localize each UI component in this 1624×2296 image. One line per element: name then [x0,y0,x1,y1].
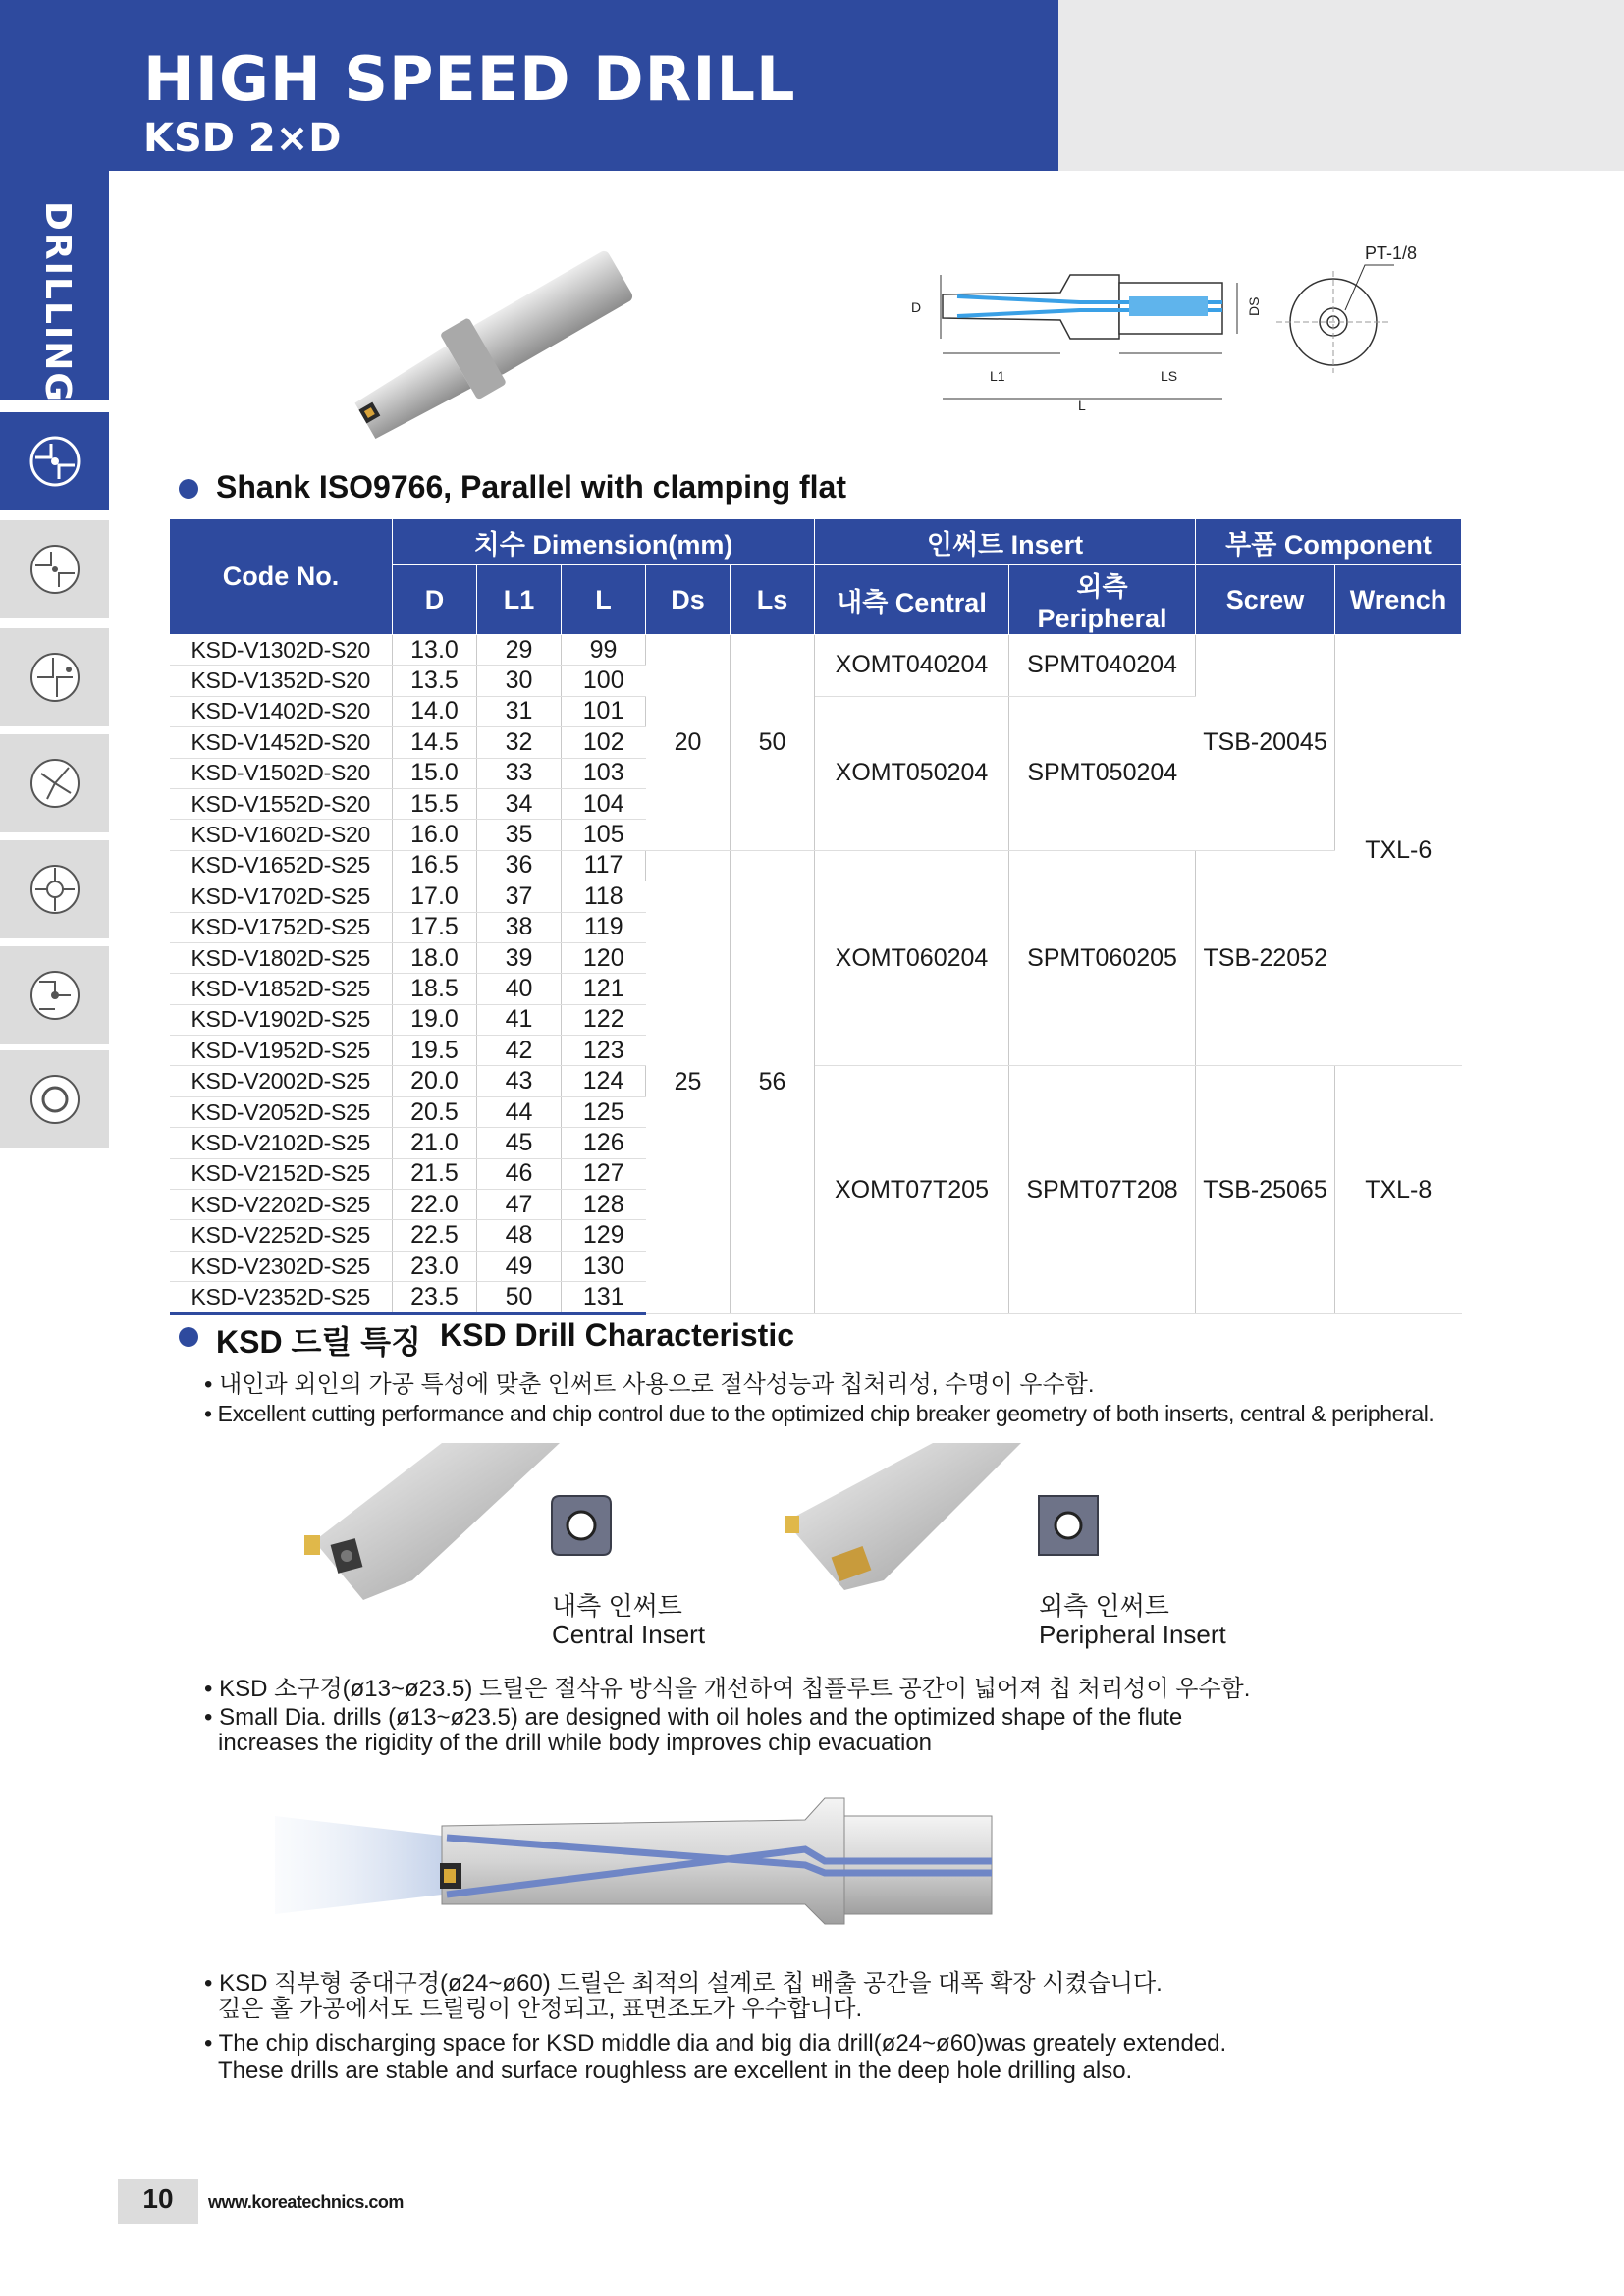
d-cell: 13.0 [393,635,477,666]
page-subtitle: KSD 2×D [143,116,342,161]
sidebar-tab-drill-7[interactable] [0,1050,109,1148]
d-cell: 23.0 [393,1251,477,1281]
code-cell: KSD-V1602D-S20 [170,820,393,850]
l-cell: 120 [562,942,646,973]
bullet3-kr-2: 깊은 홀 가공에서도 드릴링이 안정되고, 표면조도가 우수합니다. [218,1996,863,2022]
ls-cell: 56 [731,850,815,1313]
central-insert-cell: XOMT07T205 [815,1066,1009,1313]
header-peripheral: 외측 Peripheral [1009,565,1196,635]
diagram-label-thread: PT-1/8 [1365,243,1418,263]
code-cell: KSD-V1352D-S20 [170,666,393,696]
header-screw: Screw [1196,565,1335,635]
l1-cell: 40 [477,974,562,1004]
l1-cell: 38 [477,912,562,942]
l1-cell: 32 [477,727,562,758]
l-cell: 130 [562,1251,646,1281]
drill-end-icon [29,432,81,491]
bullet2-en-1: • Small Dia. drills (ø13~ø23.5) are designed with oil holes and the optimized shape of the flute [204,1704,1183,1731]
l1-cell: 48 [477,1220,562,1251]
code-cell: KSD-V2052D-S25 [170,1096,393,1127]
l-cell: 102 [562,727,646,758]
l-cell: 126 [562,1128,646,1158]
code-cell: KSD-V1802D-S25 [170,942,393,973]
code-cell: KSD-V1902D-S25 [170,1004,393,1035]
section-bullet [179,479,198,499]
l-cell: 123 [562,1036,646,1066]
ls-cell: 50 [731,635,815,851]
wrench-cell: TXL-8 [1335,1066,1462,1313]
l-cell: 99 [562,635,646,666]
header-central: 내측 Central [815,565,1009,635]
drill-end-icon [29,648,81,707]
bullet3-kr-1: • KSD 직부형 중대구경(ø24~ø60) 드릴은 최적의 설계로 칩 배출 공간을 대폭 확장 시켰습니다. [204,1970,1163,1997]
diagram-label-l: L [1078,398,1086,413]
screw-cell: TSB-22052 [1196,850,1335,1066]
d-cell: 20.5 [393,1096,477,1127]
bullet3-en-1: • The chip discharging space for KSD middle dia and big dia drill(ø24~ø60)was greately extended. [204,2030,1227,2056]
l-cell: 104 [562,788,646,819]
code-cell: KSD-V1702D-S25 [170,881,393,912]
d-cell: 21.5 [393,1158,477,1189]
section-bullet [179,1327,198,1347]
sidebar-category-label: DRILLING [37,201,78,403]
l-cell: 101 [562,696,646,726]
l-cell: 118 [562,881,646,912]
drill-end-icon [29,754,81,813]
table-row [170,850,1462,881]
diagram-label-ls: LS [1161,368,1178,384]
diagram-label-l1: L1 [990,368,1005,384]
code-cell: KSD-V2152D-S25 [170,1158,393,1189]
peripheral-insert-cell: SPMT060205 [1009,850,1196,1066]
peripheral-insert-drill-image [766,1433,1041,1610]
header-dimension: 치수 Dimension(mm) [393,519,815,565]
header-ls: Ls [731,565,815,635]
header-d: D [393,565,477,635]
drill-product-image [324,253,677,425]
l-cell: 105 [562,820,646,850]
code-cell: KSD-V2102D-S25 [170,1128,393,1158]
header-ds: Ds [646,565,731,635]
website-link[interactable]: www.koreatechnics.com [208,2192,404,2212]
peripheral-insert-label-en: Peripheral Insert [1039,1620,1226,1649]
d-cell: 23.5 [393,1282,477,1313]
spec-table [169,518,1462,1315]
l-cell: 129 [562,1220,646,1251]
l-cell: 131 [562,1282,646,1313]
l-cell: 100 [562,666,646,696]
code-cell: KSD-V1302D-S20 [170,635,393,666]
d-cell: 18.5 [393,974,477,1004]
code-cell: KSD-V1952D-S25 [170,1036,393,1066]
code-cell: KSD-V1452D-S20 [170,727,393,758]
header-component: 부품 Component [1196,519,1462,565]
l1-cell: 36 [477,850,562,881]
header-code: Code No. [170,519,393,635]
l1-cell: 45 [477,1128,562,1158]
d-cell: 17.5 [393,912,477,942]
peripheral-insert-image [1033,1490,1104,1561]
table-row [170,635,1462,666]
l-cell: 124 [562,1066,646,1096]
code-cell: KSD-V1502D-S20 [170,758,393,788]
code-cell: KSD-V2202D-S25 [170,1190,393,1220]
d-cell: 14.0 [393,696,477,726]
l-cell: 117 [562,850,646,881]
screw-cell: TSB-25065 [1196,1066,1335,1313]
sidebar-tab-drill-2[interactable] [0,520,109,618]
section-heading-shank: Shank ISO9766, Parallel with clamping flat [216,469,846,505]
header-wrench: Wrench [1335,565,1462,635]
l1-cell: 29 [477,635,562,666]
d-cell: 15.5 [393,788,477,819]
page-number: 10 [142,2183,174,2214]
drill-dimension-diagram [884,236,1418,422]
wrench-cell: TXL-6 [1335,635,1462,1066]
d-cell: 22.0 [393,1190,477,1220]
l-cell: 128 [562,1190,646,1220]
l-cell: 125 [562,1096,646,1127]
d-cell: 17.0 [393,881,477,912]
header-l1: L1 [477,565,562,635]
sidebar-tab-drill-3[interactable] [0,628,109,726]
l1-cell: 34 [477,788,562,819]
oil-hole-drill-image [275,1787,1021,1944]
table-row [170,1066,1462,1096]
l1-cell: 33 [477,758,562,788]
l1-cell: 35 [477,820,562,850]
d-cell: 19.0 [393,1004,477,1035]
sidebar-tab-drill-1[interactable] [0,412,109,510]
page-title: HIGH SPEED DRILL [143,43,796,115]
l1-cell: 41 [477,1004,562,1035]
sidebar-tab-drill-4[interactable] [0,734,109,832]
code-cell: KSD-V2002D-S25 [170,1066,393,1096]
peripheral-insert-cell: SPMT07T208 [1009,1066,1196,1313]
header-insert: 인써트 Insert [815,519,1196,565]
central-insert-caption [552,1592,705,1649]
central-insert-cell: XOMT040204 [815,635,1009,697]
bullet2-kr: • KSD 소구경(ø13~ø23.5) 드릴은 절삭유 방식을 개선하여 칩플루트 공간이 넓어져 칩 처리성이 우수함. [204,1676,1251,1702]
code-cell: KSD-V1752D-S25 [170,912,393,942]
central-insert-label-kr: 내측 인써트 [552,1591,682,1621]
d-cell: 19.5 [393,1036,477,1066]
central-insert-drill-image [295,1433,589,1610]
diagram-label-d: D [911,299,922,315]
l-cell: 122 [562,1004,646,1035]
d-cell: 22.5 [393,1220,477,1251]
d-cell: 16.5 [393,850,477,881]
l1-cell: 31 [477,696,562,726]
drill-end-icon [29,860,81,919]
drill-end-icon [29,1070,81,1129]
central-insert-image [546,1490,617,1561]
peripheral-insert-caption [1039,1592,1226,1649]
bullet3-en-2: These drills are stable and surface roughless are excellent in the deep hole drilling also. [218,2057,1133,2084]
bullet2-en-2: increases the rigidity of the drill while body improves chip evacuation [218,1730,933,1756]
sidebar-tab-drill-6[interactable] [0,946,109,1044]
bullet1-kr: • 내인과 외인의 가공 특성에 맞춘 인써트 사용으로 절삭성능과 칩처리성, 수명이 우수함. [204,1371,1095,1398]
central-insert-cell: XOMT050204 [815,696,1009,850]
code-cell: KSD-V1852D-S25 [170,974,393,1004]
diagram-label-ds: DS [1246,296,1262,316]
l1-cell: 49 [477,1251,562,1281]
section-heading-kr: KSD 드릴 특징 [216,1324,421,1360]
code-cell: KSD-V2302D-S25 [170,1251,393,1281]
drill-end-icon [29,966,81,1025]
d-cell: 18.0 [393,942,477,973]
l-cell: 119 [562,912,646,942]
l1-cell: 37 [477,881,562,912]
screw-cell: TSB-20045 [1196,635,1335,851]
central-insert-label-en: Central Insert [552,1620,706,1649]
l1-cell: 47 [477,1190,562,1220]
l1-cell: 44 [477,1096,562,1127]
l1-cell: 42 [477,1036,562,1066]
header-l: L [562,565,646,635]
d-cell: 16.0 [393,820,477,850]
code-cell: KSD-V1552D-S20 [170,788,393,819]
l1-cell: 46 [477,1158,562,1189]
sidebar-tab-drill-5[interactable] [0,840,109,938]
d-cell: 13.5 [393,666,477,696]
ds-cell: 20 [646,635,731,851]
l-cell: 127 [562,1158,646,1189]
central-insert-cell: XOMT060204 [815,850,1009,1066]
l1-cell: 50 [477,1282,562,1313]
code-cell: KSD-V1402D-S20 [170,696,393,726]
d-cell: 20.0 [393,1066,477,1096]
ds-cell: 25 [646,850,731,1313]
l-cell: 121 [562,974,646,1004]
bullet1-en: • Excellent cutting performance and chip control due to the optimized chip breaker geometry of both inserts, central & peripheral. [204,1401,1435,1426]
code-cell: KSD-V2352D-S25 [170,1282,393,1313]
code-cell: KSD-V2252D-S25 [170,1220,393,1251]
l-cell: 103 [562,758,646,788]
peripheral-insert-label-kr: 외측 인써트 [1039,1591,1169,1621]
d-cell: 15.0 [393,758,477,788]
drill-end-icon [29,540,81,599]
peripheral-insert-cell: SPMT050204 [1009,696,1196,850]
header-grey-band [1058,0,1624,171]
section-heading-en: KSD Drill Characteristic [440,1317,795,1353]
peripheral-insert-cell: SPMT040204 [1009,635,1196,697]
l1-cell: 43 [477,1066,562,1096]
l1-cell: 39 [477,942,562,973]
d-cell: 21.0 [393,1128,477,1158]
l1-cell: 30 [477,666,562,696]
d-cell: 14.5 [393,727,477,758]
code-cell: KSD-V1652D-S25 [170,850,393,881]
